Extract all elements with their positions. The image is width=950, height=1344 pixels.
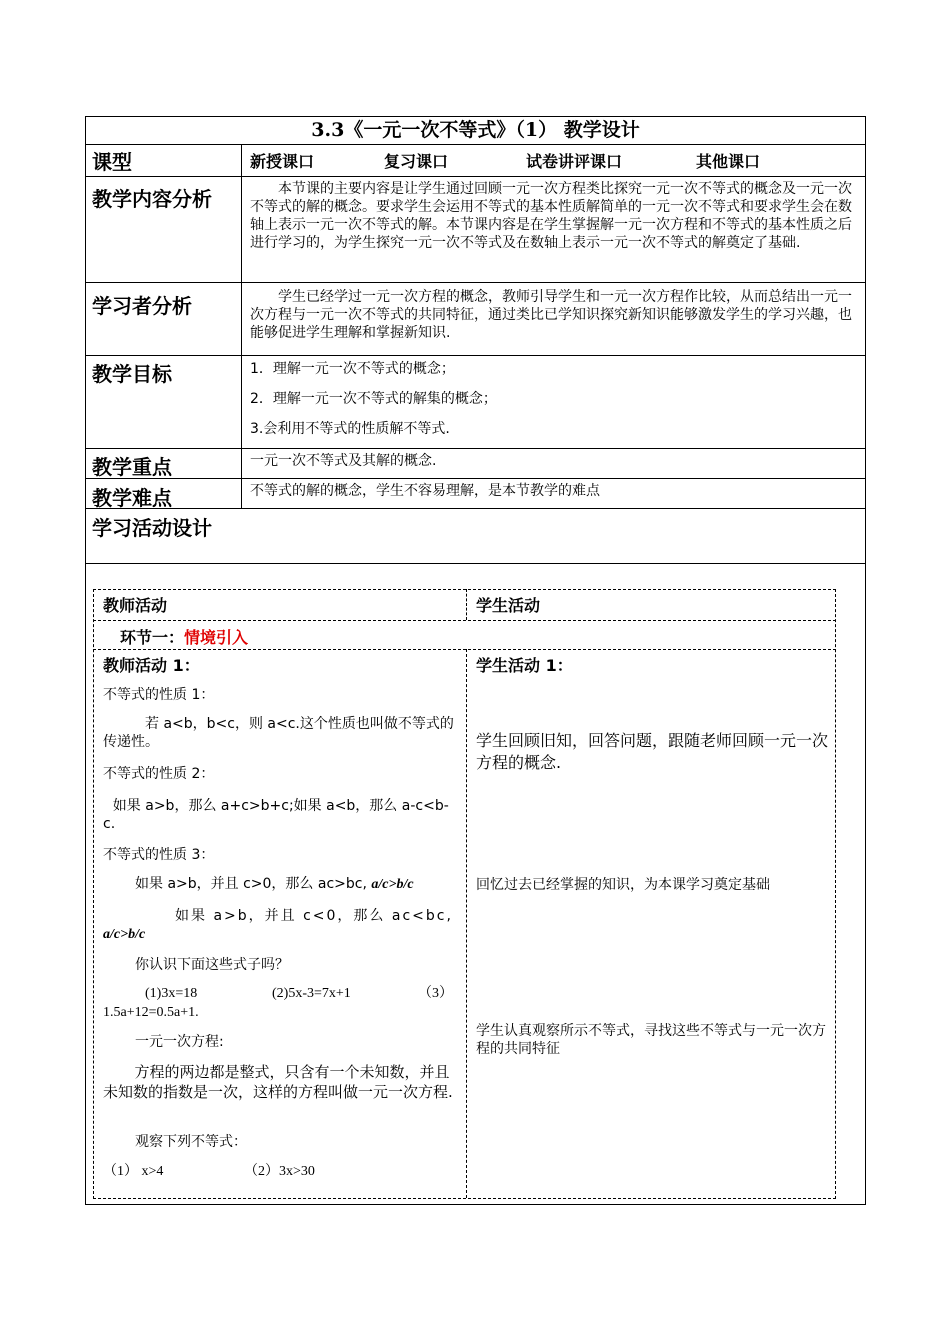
key-points-label: 教学重点 bbox=[92, 455, 172, 479]
activity-header-divider bbox=[93, 620, 836, 621]
student-activity-3: 学生认真观察所示不等式，寻找这些不等式与一元一次方程的共同特征 bbox=[476, 1023, 826, 1057]
lesson-type-label: 课型 bbox=[92, 150, 132, 174]
page-title: 3.3《一元一次不等式》（1） 教学设计 bbox=[311, 119, 640, 141]
activity-column-divider bbox=[466, 649, 467, 1198]
content-analysis-label: 教学内容分析 bbox=[92, 187, 212, 211]
section-title: 情境引入 bbox=[184, 628, 249, 647]
table-border-top bbox=[85, 116, 866, 117]
row-divider bbox=[85, 508, 866, 509]
table-border-left bbox=[85, 116, 86, 1205]
equation-2: (2)5x-3=7x+1 bbox=[272, 986, 351, 1001]
definition-text: 方程的两边都是整式，只含有一个未知数，并且未知数的指数是一次，这样的方程叫做一元一次方程. bbox=[103, 1063, 453, 1101]
property-3-fraction-1: a/c>b/c bbox=[371, 877, 414, 892]
row-divider bbox=[85, 144, 866, 145]
student-activity-1: 学生回顾旧知，回答问题，跟随老师回顾一元一次方程的概念. bbox=[476, 731, 829, 772]
row-divider bbox=[85, 448, 866, 449]
row-divider bbox=[85, 282, 866, 283]
activity-section-divider bbox=[93, 649, 836, 650]
difficulties-text: 不等式的解的概念，学生不容易理解，是本节教学的难点 bbox=[250, 483, 600, 499]
property-3-line1 bbox=[135, 875, 414, 894]
lesson-type-option: 其他课口 bbox=[696, 152, 761, 171]
activity-table-bottom bbox=[93, 1198, 836, 1199]
observe-text: 观察下列不等式： bbox=[135, 1134, 247, 1150]
learner-analysis-label: 学习者分析 bbox=[92, 294, 192, 318]
section-prefix: 环节一： bbox=[120, 628, 185, 647]
goal-item: 1．理解一元一次不等式的概念； bbox=[250, 361, 455, 377]
activity-table-top bbox=[93, 589, 836, 590]
property-3-title: 不等式的性质 3： bbox=[103, 847, 215, 863]
lesson-type-option: 试卷讲评课口 bbox=[526, 152, 623, 171]
lesson-type-option: 复习课口 bbox=[384, 152, 449, 171]
equation-3-number: （3） bbox=[418, 986, 453, 1001]
property-3-line1-text: 如果 a>b，并且 c>0，那么 ac>bc, bbox=[135, 876, 367, 892]
row-divider bbox=[85, 478, 866, 479]
inequality-1: （1） x>4 bbox=[103, 1164, 164, 1179]
equation-3: 1.5a+12=0.5a+1. bbox=[103, 1005, 199, 1020]
student-activity-2: 回忆过去已经掌握的知识，为本课学习奠定基础 bbox=[476, 877, 770, 893]
property-1-title: 不等式的性质 1： bbox=[103, 687, 215, 703]
label-column-divider bbox=[241, 144, 242, 508]
question-text: 你认识下面这些式子吗？ bbox=[135, 957, 289, 973]
key-points-text: 一元一次不等式及其解的概念. bbox=[250, 453, 437, 469]
goal-item: 2．理解一元一次不等式的解集的概念； bbox=[250, 391, 497, 407]
learner-analysis-text: 学生已经学过一元一次方程的概念，教师引导学生和一元一次方程作比较，从而总结出一元一次方程与一元一次不等式的共同特征，通过类比已学知识探究新知识能够激发学生的学习兴趣，也能够促进学生理解和掌握新知识. bbox=[250, 289, 852, 341]
activity-table-right bbox=[835, 589, 836, 1199]
row-divider bbox=[85, 176, 866, 177]
content-analysis-text: 本节课的主要内容是让学生通过回顾一元一次方程类比探究一元一次不等式的概念及一元一次不等式的解的概念。要求学生会运用不等式的基本性质解简单的一元一次不等式和要求学生会在数轴上表示一元一次不等式的解。本节课内容是在学生掌握解一元一次方程和不等式的基本性质之后进行学习的，为学生探究一元一次不等式及在数轴上表示一元一次不等式的解奠定了基础. bbox=[250, 181, 852, 251]
teacher-activity-header: 教师活动 bbox=[103, 596, 168, 615]
table-border-bottom bbox=[85, 1204, 866, 1205]
definition-title: 一元一次方程: bbox=[135, 1034, 224, 1050]
activity-table-left bbox=[93, 589, 94, 1199]
row-divider bbox=[85, 355, 866, 356]
equation-1: (1)3x=18 bbox=[145, 986, 198, 1001]
student-activity-heading: 学生活动 1： bbox=[476, 656, 573, 675]
goals-label: 教学目标 bbox=[92, 362, 172, 386]
property-3-line2: 如果 a>b，并且 c<0，那么 ac<bc, bbox=[175, 908, 453, 924]
inequality-2: （2）3x>30 bbox=[244, 1164, 315, 1179]
difficulties-label: 教学难点 bbox=[92, 486, 172, 510]
goal-item: 3.会利用不等式的性质解不等式. bbox=[250, 421, 450, 437]
lesson-type-option: 新授课口 bbox=[250, 152, 315, 171]
row-divider bbox=[85, 563, 866, 564]
property-3-fraction-2: a/c>b/c bbox=[103, 927, 146, 942]
activity-column-divider bbox=[466, 589, 467, 620]
property-2-title: 不等式的性质 2： bbox=[103, 766, 215, 782]
student-activity-header: 学生活动 bbox=[476, 596, 541, 615]
property-1-text: 若 a<b，b<c，则 a<c.这个性质也叫做不等式的传递性。 bbox=[103, 716, 454, 750]
teacher-activity-heading: 教师活动 1： bbox=[103, 656, 200, 675]
section-heading bbox=[120, 625, 248, 648]
property-2-text: 如果 a>b，那么 a+c>b+c;如果 a<b，那么 a-c<b-c. bbox=[103, 798, 449, 832]
table-border-right bbox=[865, 116, 866, 1205]
activity-design-label: 学习活动设计 bbox=[92, 516, 212, 540]
